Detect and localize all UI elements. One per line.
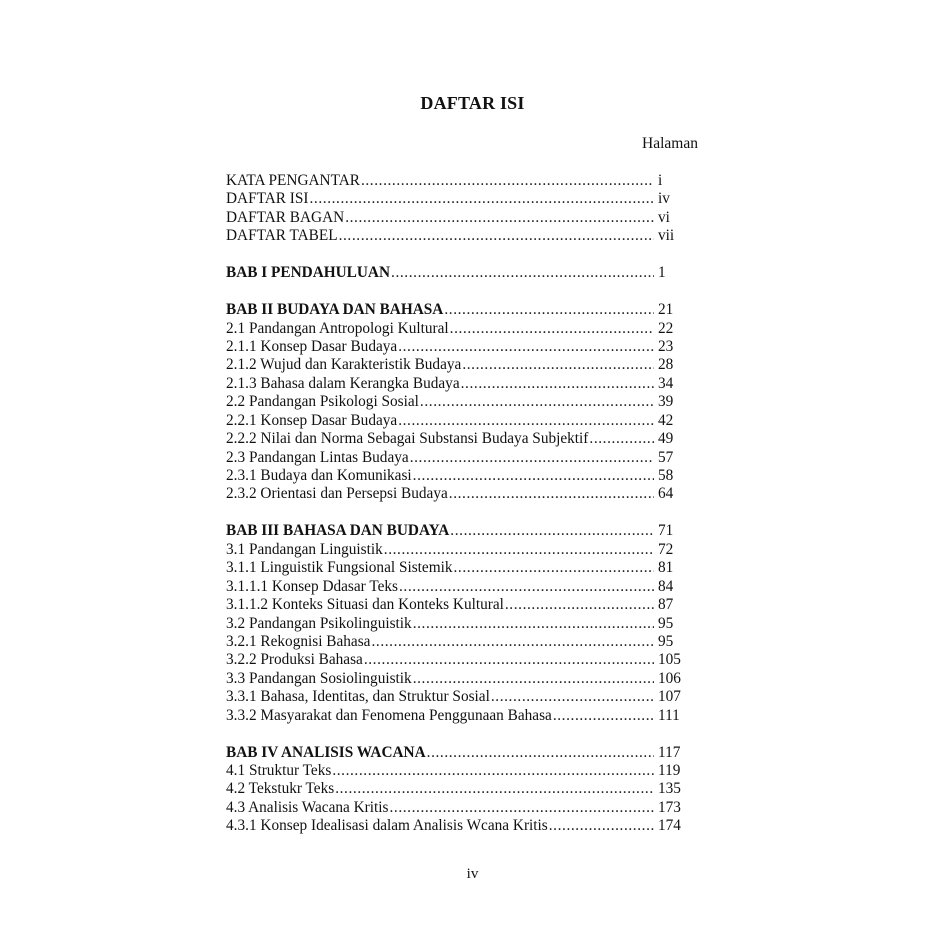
toc-entry-page: 95 (658, 614, 674, 632)
toc-entry-label: 2.2.1 Konsep Dasar Budaya (226, 411, 398, 429)
toc-entry-page: 111 (658, 706, 680, 724)
toc-entry-page: 1 (658, 264, 666, 282)
toc-entry-page: 22 (658, 319, 674, 337)
toc-entry-page: 105 (658, 651, 681, 669)
toc-entry (226, 799, 688, 817)
dot-leader (391, 264, 654, 282)
toc-entry-label: 2.1.2 Wujud dan Karakteristik Budaya (226, 356, 462, 374)
dot-leader (553, 707, 654, 725)
toc-entry-page: 173 (658, 798, 681, 816)
dot-leader (461, 375, 654, 393)
toc-entry-label: BAB II BUDAYA DAN BAHASA (226, 301, 444, 319)
toc-entry-page: 174 (658, 817, 681, 835)
toc-entry-label: 2.1.3 Bahasa dalam Kerangka Budaya (226, 374, 460, 392)
toc-entry (226, 707, 688, 725)
toc-entry (226, 209, 688, 227)
toc-entry (226, 485, 688, 503)
dot-leader (413, 467, 654, 485)
toc-entry (226, 393, 688, 411)
toc-entry-label: DAFTAR BAGAN (226, 208, 345, 226)
toc-entry-label: 4.3 Analisis Wacana Kritis (226, 798, 389, 816)
toc-entry (226, 190, 688, 208)
toc-entry-label: 3.1.1.2 Konteks Situasi dan Konteks Kultural (226, 596, 504, 614)
toc-entry-page: 117 (658, 743, 681, 761)
toc-entry (226, 320, 688, 338)
dot-leader (462, 356, 654, 374)
toc-entry-page: 87 (658, 596, 674, 614)
toc-entry (226, 375, 688, 393)
toc-entry-page: iv (658, 190, 670, 208)
dot-leader (339, 227, 654, 245)
table-of-contents (226, 172, 688, 836)
toc-entry-label: 3.3.2 Masyarakat dan Fenomena Penggunaan Bahasa (226, 706, 552, 724)
toc-entry-label: 2.2 Pandangan Psikologi Sosial (226, 393, 419, 411)
toc-entry-page: vii (658, 227, 675, 245)
toc-entry (226, 670, 688, 688)
dot-leader (420, 393, 654, 411)
toc-entry-page: 23 (658, 337, 674, 355)
toc-entry-label: 3.2.2 Produksi Bahasa (226, 651, 363, 669)
toc-entry (226, 541, 688, 559)
dot-leader (371, 633, 654, 651)
toc-entry (226, 817, 688, 835)
toc-entry-label: KATA PENGANTAR (226, 172, 360, 189)
toc-entry-page: 84 (658, 577, 674, 595)
page-title: DAFTAR ISI (420, 93, 525, 113)
dot-leader (399, 578, 654, 596)
dot-leader (450, 522, 654, 540)
dot-leader (413, 615, 654, 633)
toc-entry-label: 2.3 Pandangan Lintas Budaya (226, 448, 409, 466)
dot-leader (398, 338, 654, 356)
toc-entry (226, 412, 688, 430)
toc-entry-label: 3.3.1 Bahasa, Identitas, dan Struktur Sosial (226, 688, 490, 706)
toc-entry (226, 596, 688, 614)
toc-entry (226, 430, 688, 448)
toc-entry-page: 107 (658, 688, 681, 706)
toc-entry-label: 2.1.1 Konsep Dasar Budaya (226, 337, 398, 355)
toc-entry-label: DAFTAR TABEL (226, 227, 338, 245)
dot-leader (389, 799, 654, 817)
toc-entry (226, 227, 688, 245)
toc-entry (226, 338, 688, 356)
toc-entry-page: 34 (658, 374, 674, 392)
toc-entry-page: 119 (658, 762, 681, 779)
toc-entry-label: 3.1 Pandangan Linguistik (226, 540, 383, 558)
toc-entry-label: 2.3.2 Orientasi dan Persepsi Budaya (226, 485, 448, 503)
toc-entry (226, 356, 688, 374)
dot-leader (450, 320, 654, 338)
toc-entry (226, 559, 688, 577)
toc-entry-page: 95 (658, 632, 674, 650)
toc-entry (226, 651, 688, 669)
toc-entry-label: 2.2.2 Nilai dan Norma Sebagai Substansi Budaya Subjektif (226, 430, 589, 448)
dot-leader (310, 190, 655, 208)
dot-leader (454, 559, 655, 577)
toc-entry-page: 21 (658, 301, 674, 319)
toc-entry-label: 2.1 Pandangan Antropologi Kultural (226, 319, 449, 337)
dot-leader (398, 412, 654, 430)
toc-entry (226, 633, 688, 651)
toc-entry-page: 49 (658, 430, 674, 448)
dot-leader (413, 670, 654, 688)
page-number: iv (466, 866, 479, 882)
dot-leader (449, 485, 654, 503)
toc-entry-page: 28 (658, 356, 674, 374)
dot-leader (589, 430, 654, 448)
toc-entry-page: 72 (658, 540, 674, 558)
toc-entry (226, 780, 688, 798)
toc-chapter-entry (226, 264, 688, 282)
toc-entry-label: DAFTAR ISI (226, 190, 309, 208)
toc-entry-label: BAB III BAHASA DAN BUDAYA (226, 522, 450, 540)
dot-leader (345, 209, 654, 227)
dot-leader (384, 541, 654, 559)
dot-leader (491, 688, 654, 706)
toc-entry-label: BAB I PENDAHULUAN (226, 264, 391, 282)
toc-entry-page: 71 (658, 522, 674, 540)
toc-entry-page: 58 (658, 467, 674, 484)
toc-entry-page: 106 (658, 669, 681, 687)
section-spacer (226, 246, 688, 264)
toc-chapter-entry (226, 522, 688, 540)
toc-entry-label: 2.3.1 Budaya dan Komunikasi (226, 467, 412, 484)
toc-entry (226, 688, 688, 706)
dot-leader (410, 449, 654, 467)
page-column-header: Halaman (642, 135, 698, 152)
toc-entry-label: 3.2.1 Rekognisi Bahasa (226, 632, 371, 650)
section-spacer (226, 504, 688, 522)
toc-entry-page: 64 (658, 485, 674, 503)
section-spacer (226, 725, 688, 743)
toc-entry-page: 81 (658, 559, 674, 577)
dot-leader (335, 780, 654, 798)
toc-entry-label: BAB IV ANALISIS WACANA (226, 743, 426, 761)
toc-entry-label: 3.1.1.1 Konsep Ddasar Teks (226, 577, 398, 595)
toc-entry (226, 578, 688, 596)
toc-entry (226, 762, 688, 780)
toc-entry-page: vi (658, 208, 670, 226)
toc-entry (226, 467, 688, 485)
toc-entry-page: 135 (658, 780, 681, 798)
dot-leader (549, 817, 654, 835)
toc-entry-label: 4.2 Tekstukr Teks (226, 780, 335, 798)
toc-entry-label: 3.3 Pandangan Sosiolinguistik (226, 669, 412, 687)
toc-chapter-entry (226, 744, 688, 762)
toc-entry-page: 39 (658, 393, 674, 411)
toc-entry (226, 172, 688, 190)
toc-chapter-entry (226, 301, 688, 319)
toc-entry-label: 3.2 Pandangan Psikolinguistik (226, 614, 412, 632)
toc-entry-page: 57 (658, 448, 674, 466)
dot-leader (361, 172, 654, 190)
dot-leader (444, 301, 654, 319)
dot-leader (505, 596, 654, 614)
toc-entry-label: 3.1.1 Linguistik Fungsional Sistemik (226, 559, 453, 577)
toc-entry-page: 42 (658, 411, 674, 429)
toc-entry-label: 4.1 Struktur Teks (226, 762, 332, 779)
toc-entry-label: 4.3.1 Konsep Idealisasi dalam Analisis Wcana Kritis (226, 817, 548, 835)
toc-entry-page: i (658, 172, 663, 189)
dot-leader (364, 651, 654, 669)
toc-entry (226, 449, 688, 467)
toc-entry (226, 615, 688, 633)
dot-leader (332, 762, 654, 780)
dot-leader (427, 744, 654, 762)
section-spacer (226, 283, 688, 301)
